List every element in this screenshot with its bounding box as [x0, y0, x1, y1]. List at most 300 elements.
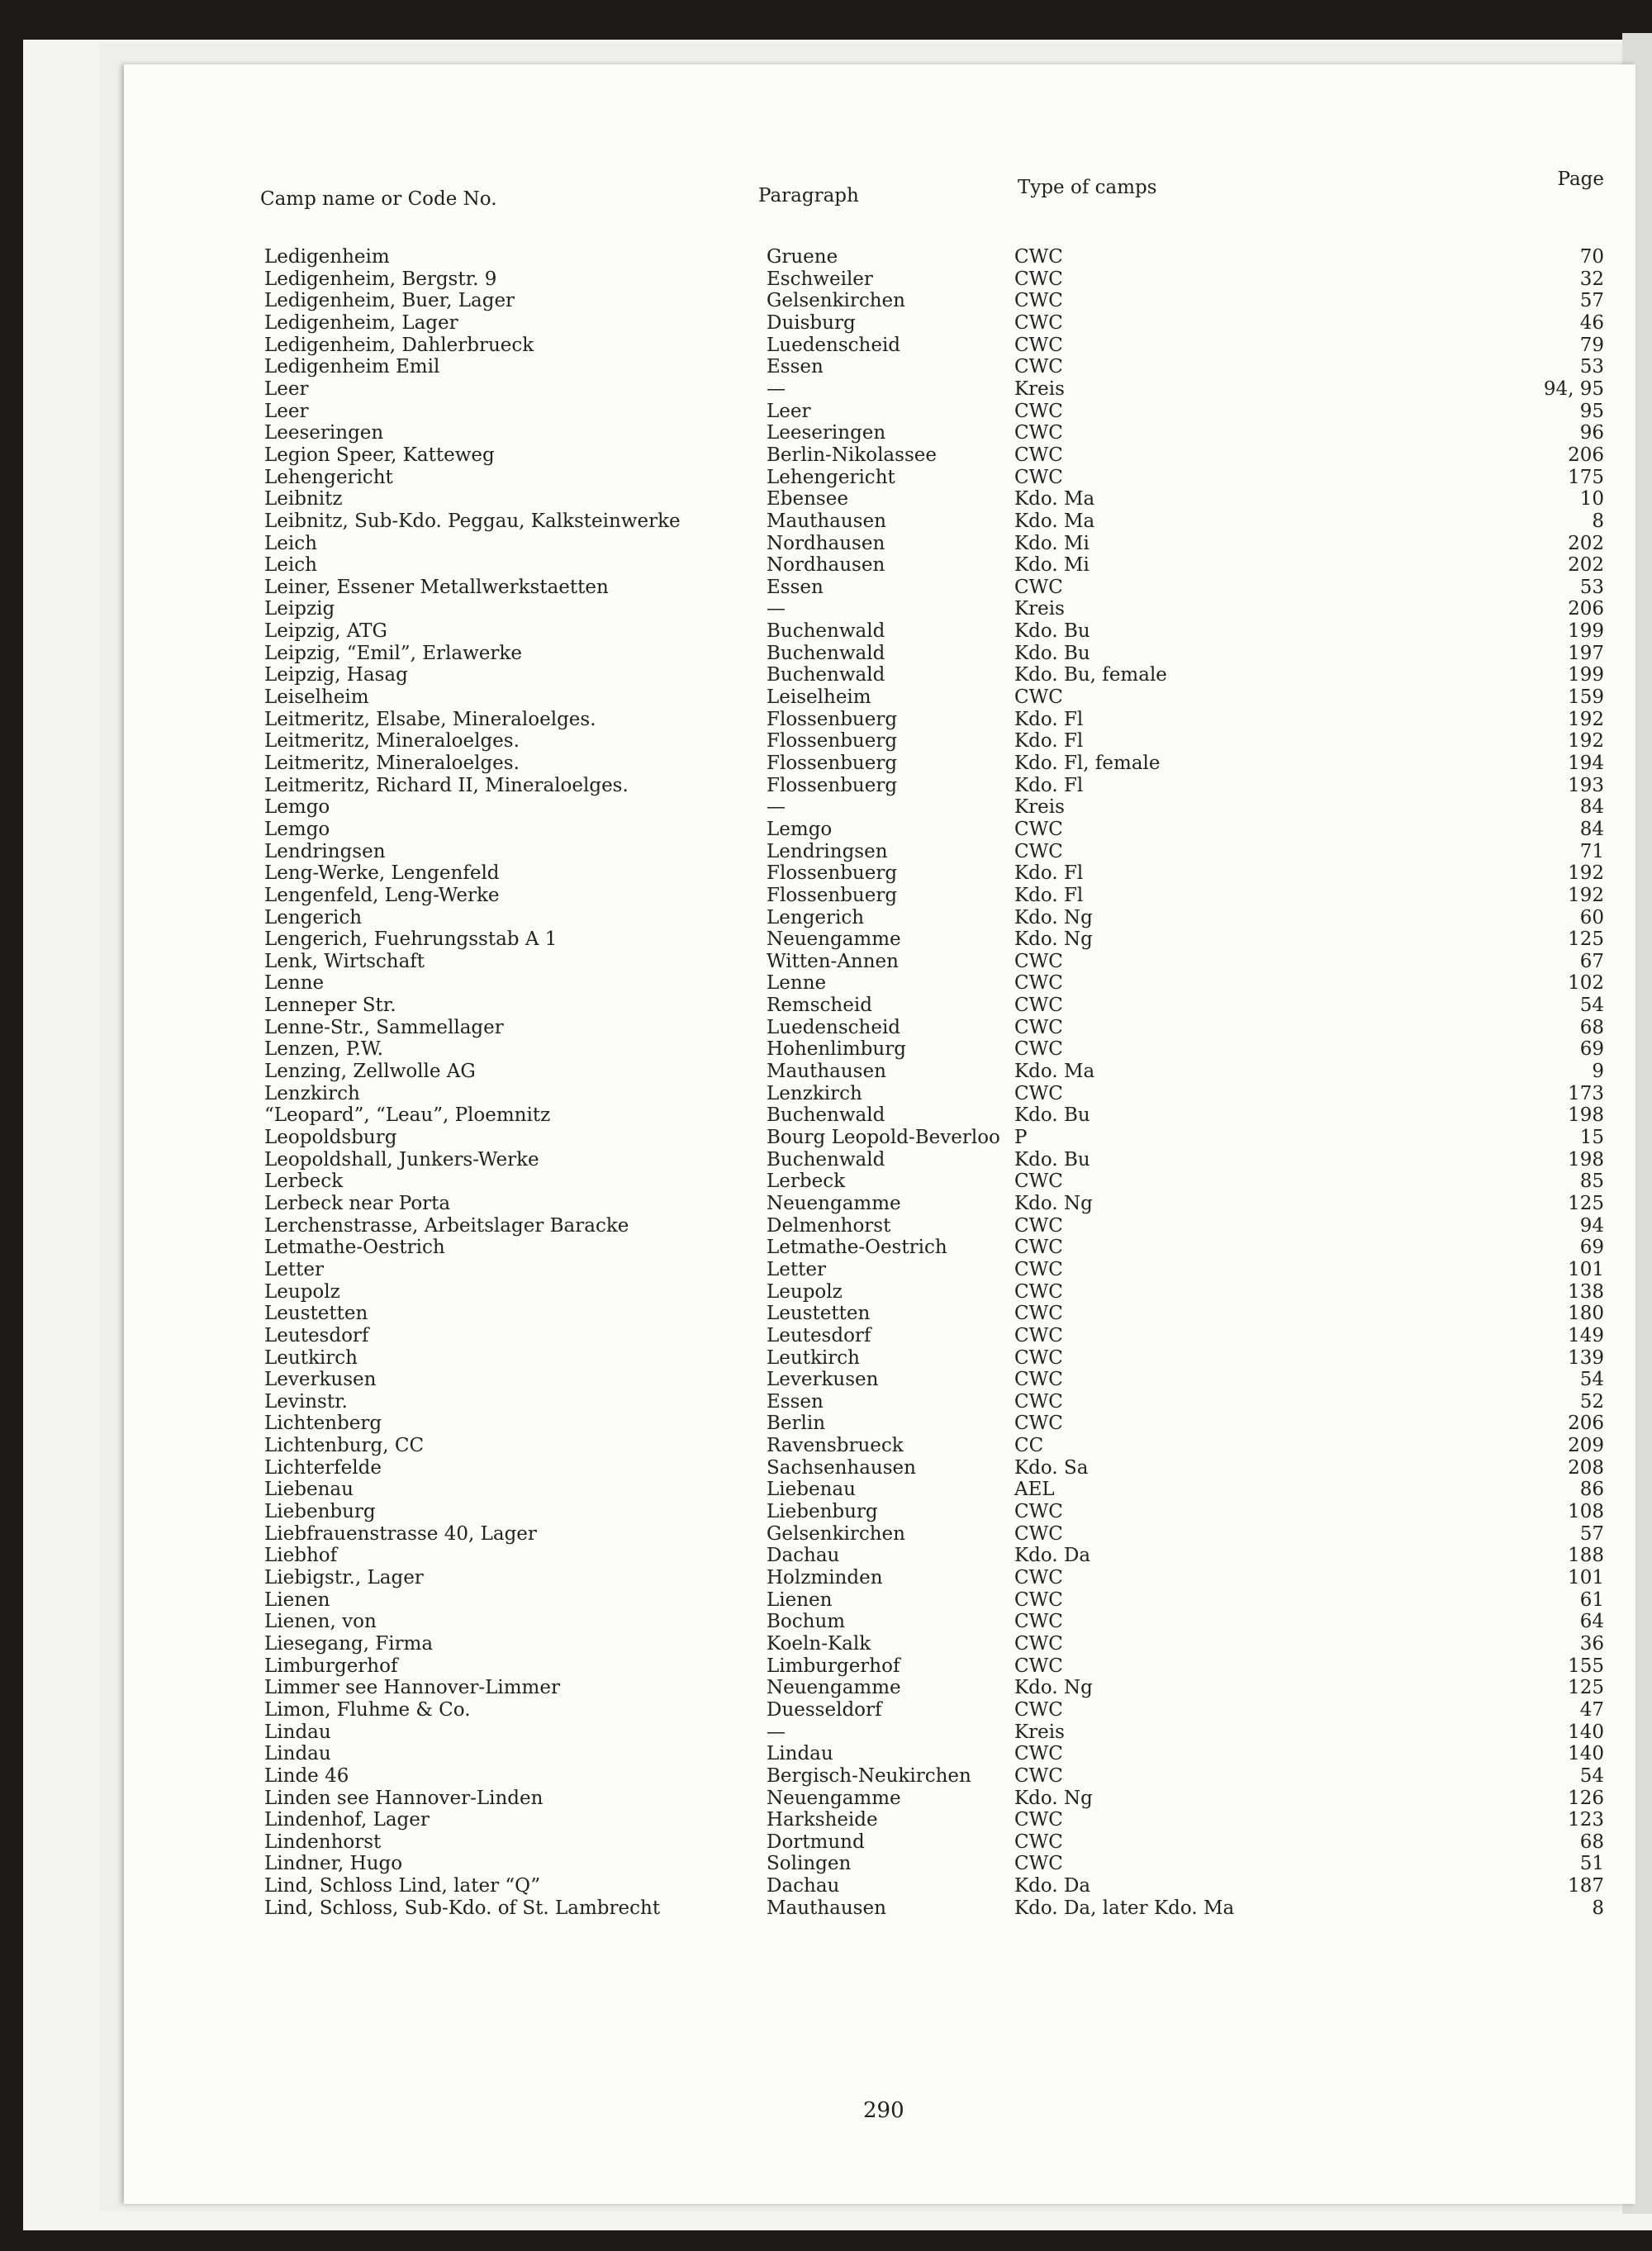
page-cell: 194	[1568, 752, 1604, 774]
page-cell: 54	[1579, 995, 1604, 1017]
type-cell: CWC	[1014, 1501, 1063, 1522]
type-cell: CWC	[1014, 1237, 1063, 1259]
camp-name-cell: Lendringsen	[264, 840, 386, 862]
page-cell: 149	[1568, 1324, 1604, 1346]
page-cell: 84	[1579, 796, 1604, 819]
table-row	[124, 928, 1635, 951]
paragraph-cell: Gelsenkirchen	[767, 290, 905, 312]
camp-name-cell: Lindenhorst	[264, 1831, 382, 1853]
page-cell: 101	[1568, 1258, 1604, 1280]
camp-name-cell: Linde 46	[264, 1764, 349, 1787]
type-cell: CWC	[1014, 1764, 1063, 1787]
type-cell: Kreis	[1014, 1721, 1065, 1743]
page-cell: 126	[1568, 1787, 1604, 1809]
page-cell: 54	[1579, 1764, 1604, 1787]
page-cell: 155	[1568, 1655, 1604, 1677]
paragraph-cell: Flossenbuerg	[767, 774, 898, 796]
camp-name-cell: Ledigenheim Emil	[264, 356, 440, 378]
table-row	[124, 907, 1635, 929]
type-cell: Kdo. Bu, female	[1014, 664, 1167, 686]
page-cell: 140	[1568, 1721, 1604, 1743]
page-cell: 159	[1568, 686, 1604, 708]
page-cell: 202	[1568, 554, 1604, 577]
camp-name-cell: Ledigenheim, Dahlerbrueck	[264, 334, 534, 356]
table-row	[124, 1788, 1635, 1810]
page-cell: 192	[1568, 884, 1604, 906]
camp-name-cell: Levinstr.	[264, 1390, 348, 1413]
page-cell: 71	[1579, 840, 1604, 862]
page-cell: 36	[1579, 1632, 1604, 1655]
page-cell: 47	[1579, 1698, 1604, 1721]
paragraph-cell: Bochum	[767, 1611, 846, 1633]
type-cell: CWC	[1014, 1567, 1063, 1589]
table-row	[124, 730, 1635, 753]
type-cell: CWC	[1014, 246, 1063, 268]
page-cell: 192	[1568, 708, 1604, 730]
camp-name-cell: Leverkusen	[264, 1369, 377, 1391]
table-row	[124, 1611, 1635, 1633]
table-row	[124, 1347, 1635, 1370]
type-cell: Kdo. Da	[1014, 1545, 1091, 1567]
camp-name-cell: Leitmeritz, Richard II, Mineraloelges.	[264, 774, 629, 796]
page-cell: 125	[1568, 928, 1604, 951]
camp-name-cell: Lengerich, Fuehrungsstab A 1	[264, 928, 558, 951]
camp-name-cell: Limmer see Hannover-Limmer	[264, 1677, 560, 1699]
page-cell: 101	[1568, 1567, 1604, 1589]
camp-name-cell: Leipzig, ATG	[264, 620, 387, 642]
table-row	[124, 1743, 1635, 1765]
page-cell: 209	[1568, 1435, 1604, 1457]
camp-name-cell: Lenzkirch	[264, 1082, 360, 1104]
table-row	[124, 268, 1635, 291]
type-cell: CWC	[1014, 1171, 1063, 1193]
camp-name-cell: Leipzig, “Emil”, Erlawerke	[264, 642, 522, 664]
paragraph-cell: Flossenbuerg	[767, 752, 898, 774]
paragraph-cell: Ravensbrueck	[767, 1435, 904, 1457]
paragraph-cell: Liebenau	[767, 1479, 856, 1501]
type-cell: Kdo. Mi	[1014, 554, 1089, 577]
page-cell: 206	[1568, 444, 1604, 466]
camp-name-cell: Leitmeritz, Elsabe, Mineraloelges.	[264, 708, 596, 730]
page-cell: 51	[1579, 1853, 1604, 1875]
table-row	[124, 1281, 1635, 1304]
table-row	[124, 1369, 1635, 1391]
page-cell: 202	[1568, 532, 1604, 554]
camp-name-cell: “Leopard”, “Leau”, Ploemnitz	[264, 1104, 551, 1127]
page-cell: 206	[1568, 598, 1604, 620]
paragraph-cell: Leiselheim	[767, 686, 871, 708]
paragraph-cell: Gruene	[767, 246, 838, 268]
type-cell: Kdo. Da, later Kdo. Ma	[1014, 1897, 1235, 1919]
page-cell: 125	[1568, 1193, 1604, 1214]
page-cell: 32	[1579, 268, 1604, 290]
header-camp-name: Camp name or Code No.	[260, 188, 497, 210]
type-cell: Kdo. Fl	[1014, 730, 1084, 753]
type-cell: Kdo. Fl	[1014, 862, 1084, 885]
page-cell: 53	[1579, 576, 1604, 598]
paragraph-cell: Buchenwald	[767, 620, 885, 642]
page-cell: 199	[1568, 664, 1604, 686]
paragraph-cell: Sachsenhausen	[767, 1456, 916, 1479]
page-cell: 193	[1568, 774, 1604, 796]
table-row	[124, 1633, 1635, 1655]
paragraph-cell: Dortmund	[767, 1831, 865, 1853]
paragraph-cell: Neuengamme	[767, 1193, 901, 1214]
page-cell: 180	[1568, 1303, 1604, 1325]
paragraph-cell: Hohenlimburg	[767, 1038, 906, 1061]
page-cell: 69	[1579, 1038, 1604, 1061]
page-cell: 85	[1579, 1171, 1604, 1193]
paragraph-cell: Witten-Annen	[767, 950, 899, 972]
page-cell: 15	[1579, 1127, 1604, 1148]
table-row	[124, 1721, 1635, 1744]
table-row	[124, 995, 1635, 1017]
table-row	[124, 598, 1635, 620]
page-cell: 187	[1568, 1875, 1604, 1897]
paragraph-cell: Mauthausen	[767, 1061, 886, 1082]
camp-name-cell: Lindau	[264, 1721, 331, 1743]
type-cell: Kdo. Ng	[1014, 906, 1093, 928]
page-cell: 46	[1579, 311, 1604, 334]
paragraph-cell: Buchenwald	[767, 1104, 885, 1127]
camp-name-cell: Ledigenheim, Bergstr. 9	[264, 268, 497, 290]
table-row	[124, 1809, 1635, 1831]
camp-name-cell: Legion Speer, Katteweg	[264, 444, 495, 466]
camp-name-cell: Leibnitz	[264, 488, 343, 511]
type-cell: CWC	[1014, 1214, 1063, 1237]
paragraph-cell: Essen	[767, 1390, 824, 1413]
paragraph-cell: Letter	[767, 1258, 826, 1280]
camp-name-cell: Leitmeritz, Mineraloelges.	[264, 752, 520, 774]
page-cell: 57	[1579, 1522, 1604, 1545]
paragraph-cell: Luedenscheid	[767, 1016, 901, 1038]
camp-name-cell: Lenne	[264, 972, 325, 995]
page-cell: 84	[1579, 818, 1604, 840]
type-cell: CWC	[1014, 422, 1063, 444]
page-cell: 96	[1579, 422, 1604, 444]
page-number: 290	[863, 2098, 904, 2123]
page-cell: 68	[1579, 1831, 1604, 1853]
paragraph-cell: Duisburg	[767, 311, 856, 334]
table-row	[124, 1061, 1635, 1083]
paragraph-cell: Lenne	[767, 972, 827, 995]
header-paragraph: Paragraph	[758, 185, 859, 207]
camp-name-cell: Lichtenberg	[264, 1413, 382, 1435]
type-cell: CWC	[1014, 1853, 1063, 1875]
page-cell: 86	[1579, 1479, 1604, 1501]
page-cell: 125	[1568, 1677, 1604, 1699]
paragraph-cell: Leeseringen	[767, 422, 886, 444]
table-row	[124, 1765, 1635, 1788]
paragraph-cell: Lehengericht	[767, 466, 895, 488]
paragraph-cell: Neuengamme	[767, 1787, 901, 1809]
table-row	[124, 972, 1635, 995]
camp-name-cell: Letter	[264, 1258, 324, 1280]
page-cell: 9	[1592, 1061, 1604, 1082]
table-row	[124, 1391, 1635, 1413]
type-cell: CWC	[1014, 840, 1063, 862]
type-cell: CWC	[1014, 466, 1063, 488]
camp-name-cell: Lind, Schloss, Sub-Kdo. of St. Lambrecht	[264, 1897, 661, 1919]
paragraph-cell: Lendringsen	[767, 840, 888, 862]
page-cell: 61	[1579, 1589, 1604, 1611]
page-cell: 95	[1579, 400, 1604, 422]
paragraph-cell: Neuengamme	[767, 928, 901, 951]
paragraph-cell: Lemgo	[767, 818, 833, 840]
paragraph-cell: —	[767, 378, 786, 400]
table-row	[124, 664, 1635, 686]
page-cell: 53	[1579, 356, 1604, 378]
type-cell: Kdo. Sa	[1014, 1456, 1089, 1479]
camp-name-cell: Letmathe-Oestrich	[264, 1237, 445, 1259]
paragraph-cell: Luedenscheid	[767, 334, 901, 356]
paragraph-cell: Buchenwald	[767, 664, 885, 686]
paragraph-cell: Neuengamme	[767, 1677, 901, 1699]
camp-name-cell: Limburgerhof	[264, 1655, 398, 1677]
camp-name-cell: Lindenhof, Lager	[264, 1809, 430, 1831]
paragraph-cell: Koeln-Kalk	[767, 1632, 871, 1655]
paragraph-cell: Leustetten	[767, 1303, 871, 1325]
page-cell: 57	[1579, 290, 1604, 312]
paragraph-cell: Buchenwald	[767, 1148, 885, 1171]
type-cell: CWC	[1014, 1082, 1063, 1104]
table-row	[124, 1149, 1635, 1171]
type-cell: Kdo. Fl, female	[1014, 752, 1161, 774]
type-cell: CWC	[1014, 444, 1063, 466]
page-cell: 69	[1579, 1237, 1604, 1259]
table-row	[124, 1457, 1635, 1479]
table-row	[124, 1193, 1635, 1215]
type-cell: Kdo. Ng	[1014, 928, 1093, 951]
type-cell: Kdo. Bu	[1014, 642, 1090, 664]
table-row	[124, 1171, 1635, 1193]
type-cell: CWC	[1014, 950, 1063, 972]
table-row	[124, 1567, 1635, 1589]
table-row	[124, 1435, 1635, 1457]
type-cell: CC	[1014, 1435, 1044, 1457]
paragraph-cell: Flossenbuerg	[767, 730, 898, 753]
table-row	[124, 885, 1635, 907]
paragraph-cell: Remscheid	[767, 995, 872, 1017]
paragraph-cell: Solingen	[767, 1853, 852, 1875]
type-cell: CWC	[1014, 1522, 1063, 1545]
camp-name-cell: Lenne-Str., Sammellager	[264, 1016, 504, 1038]
type-cell: CWC	[1014, 1038, 1063, 1061]
page-cell: 199	[1568, 620, 1604, 642]
page-cell: 138	[1568, 1280, 1604, 1303]
type-cell: CWC	[1014, 400, 1063, 422]
camp-name-cell: Leiselheim	[264, 686, 369, 708]
paragraph-cell: Leer	[767, 400, 811, 422]
page-cell: 54	[1579, 1369, 1604, 1391]
table-row	[124, 1677, 1635, 1699]
camp-name-cell: Leiner, Essener Metallwerkstaetten	[264, 576, 609, 598]
paragraph-cell: Berlin-Nikolassee	[767, 444, 937, 466]
table-row	[124, 1655, 1635, 1678]
table-row	[124, 1831, 1635, 1854]
camp-name-cell: Leng-Werke, Lengenfeld	[264, 862, 500, 885]
paragraph-cell: Lengerich	[767, 906, 865, 928]
paragraph-cell: Holzminden	[767, 1567, 883, 1589]
camp-name-cell: Liebhof	[264, 1545, 338, 1567]
table-row	[124, 577, 1635, 599]
paragraph-cell: Leverkusen	[767, 1369, 879, 1391]
camp-name-cell: Lerchenstrasse, Arbeitslager Baracke	[264, 1214, 629, 1237]
type-cell: AEL	[1014, 1479, 1055, 1501]
table-row	[124, 753, 1635, 775]
table-row	[124, 1875, 1635, 1897]
type-cell: CWC	[1014, 1346, 1063, 1369]
type-cell: CWC	[1014, 311, 1063, 334]
table-row	[124, 709, 1635, 731]
type-cell: Kreis	[1014, 796, 1065, 819]
table-row	[124, 554, 1635, 577]
type-cell: CWC	[1014, 1743, 1063, 1765]
paragraph-cell: Flossenbuerg	[767, 862, 898, 885]
paragraph-cell: Duesseldorf	[767, 1698, 882, 1721]
table-row	[124, 444, 1635, 467]
camp-name-cell: Liebenau	[264, 1479, 354, 1501]
camp-name-cell: Leich	[264, 554, 317, 577]
paragraph-cell: Dachau	[767, 1545, 840, 1567]
paragraph-cell: —	[767, 796, 786, 819]
paragraph-cell: Nordhausen	[767, 554, 885, 577]
camp-name-cell: Ledigenheim	[264, 246, 390, 268]
type-cell: Kdo. Da	[1014, 1875, 1091, 1897]
page-cell: 208	[1568, 1456, 1604, 1479]
camp-name-cell: Leupolz	[264, 1280, 340, 1303]
camp-name-cell: Ledigenheim, Buer, Lager	[264, 290, 515, 312]
page-cell: 10	[1579, 488, 1604, 511]
type-cell: Kreis	[1014, 598, 1065, 620]
type-cell: CWC	[1014, 1303, 1063, 1325]
camp-name-cell: Lenk, Wirtschaft	[264, 950, 425, 972]
paragraph-cell: Buchenwald	[767, 642, 885, 664]
page-cell: 52	[1579, 1390, 1604, 1413]
camp-name-cell: Liebigstr., Lager	[264, 1567, 424, 1589]
camp-name-cell: Leitmeritz, Mineraloelges.	[264, 730, 520, 753]
table-row	[124, 488, 1635, 511]
document-page	[124, 64, 1635, 2204]
table-row	[124, 1479, 1635, 1501]
page-cell: 70	[1579, 246, 1604, 268]
page-cell: 188	[1568, 1545, 1604, 1567]
table-row	[124, 1303, 1635, 1325]
type-cell: Kdo. Mi	[1014, 532, 1089, 554]
paragraph-cell: Flossenbuerg	[767, 884, 898, 906]
camp-name-cell: Lerbeck near Porta	[264, 1193, 451, 1214]
camp-name-cell: Lichterfelde	[264, 1456, 382, 1479]
camp-name-cell: Lind, Schloss Lind, later “Q”	[264, 1875, 541, 1897]
paragraph-cell: Lenzkirch	[767, 1082, 862, 1104]
type-cell: CWC	[1014, 1369, 1063, 1391]
type-cell: CWC	[1014, 1280, 1063, 1303]
paragraph-cell: Mauthausen	[767, 510, 886, 532]
camp-name-cell: Lehengericht	[264, 466, 393, 488]
type-cell: CWC	[1014, 356, 1063, 378]
paragraph-cell: Mauthausen	[767, 1897, 886, 1919]
page-cell: 108	[1568, 1501, 1604, 1522]
type-cell: CWC	[1014, 1324, 1063, 1346]
type-cell: Kdo. Bu	[1014, 1148, 1090, 1171]
camp-name-cell: Leutkirch	[264, 1346, 358, 1369]
table-row	[124, 620, 1635, 643]
camp-name-cell: Leer	[264, 378, 309, 400]
table-row	[124, 422, 1635, 444]
table-row	[124, 401, 1635, 423]
camp-name-cell: Leopoldshall, Junkers-Werke	[264, 1148, 539, 1171]
camp-name-cell: Linden see Hannover-Linden	[264, 1787, 544, 1809]
paragraph-cell: Lerbeck	[767, 1171, 846, 1193]
camp-name-cell: Lerbeck	[264, 1171, 344, 1193]
table-row	[124, 1237, 1635, 1259]
camp-name-cell: Lengerich	[264, 906, 363, 928]
header-page: Page	[1557, 169, 1604, 190]
paragraph-cell: Essen	[767, 576, 824, 598]
type-cell: Kdo. Ma	[1014, 510, 1095, 532]
type-cell: CWC	[1014, 686, 1063, 708]
camp-name-cell: Limon, Fluhme & Co.	[264, 1698, 471, 1721]
camp-name-cell: Lemgo	[264, 796, 330, 819]
camp-name-cell: Liebfrauenstrasse 40, Lager	[264, 1522, 537, 1545]
type-cell: Kdo. Ng	[1014, 1787, 1093, 1809]
camp-name-cell: Lindau	[264, 1743, 331, 1765]
type-cell: CWC	[1014, 995, 1063, 1017]
page-cell: 140	[1568, 1743, 1604, 1765]
table-row	[124, 1589, 1635, 1612]
type-cell: Kdo. Ma	[1014, 488, 1095, 511]
page-cell: 139	[1568, 1346, 1604, 1369]
camp-name-cell: Lenzing, Zellwolle AG	[264, 1061, 476, 1082]
page-cell: 67	[1579, 950, 1604, 972]
type-cell: CWC	[1014, 818, 1063, 840]
paragraph-cell: Ebensee	[767, 488, 848, 511]
table-row	[124, 1104, 1635, 1127]
table-row	[124, 1215, 1635, 1237]
table-row	[124, 1897, 1635, 1920]
type-cell: CWC	[1014, 1589, 1063, 1611]
paragraph-cell: Liebenburg	[767, 1501, 878, 1522]
camp-name-cell: Lemgo	[264, 818, 330, 840]
paragraph-cell: Leutkirch	[767, 1346, 860, 1369]
page-cell: 102	[1568, 972, 1604, 995]
camp-name-cell: Leipzig	[264, 598, 335, 620]
type-cell: CWC	[1014, 268, 1063, 290]
camp-name-cell: Lengenfeld, Leng-Werke	[264, 884, 500, 906]
page-cell: 206	[1568, 1413, 1604, 1435]
paragraph-cell: Flossenbuerg	[767, 708, 898, 730]
camp-name-cell: Ledigenheim, Lager	[264, 311, 458, 334]
camp-name-cell: Lenzen, P.W.	[264, 1038, 383, 1061]
type-cell: CWC	[1014, 576, 1063, 598]
page-cell: 64	[1579, 1611, 1604, 1633]
page-cell: 68	[1579, 1016, 1604, 1038]
camp-name-cell: Leer	[264, 400, 309, 422]
page-cell: 94	[1579, 1214, 1604, 1237]
table-row	[124, 312, 1635, 335]
table-row	[124, 643, 1635, 665]
table-row	[124, 511, 1635, 533]
header-type: Type of camps	[1018, 177, 1157, 198]
table-row	[124, 467, 1635, 489]
table-row	[124, 335, 1635, 357]
table-row	[124, 1325, 1635, 1347]
type-cell: CWC	[1014, 1390, 1063, 1413]
table-row	[124, 356, 1635, 378]
page-cell: 173	[1568, 1082, 1604, 1104]
type-cell: CWC	[1014, 1016, 1063, 1038]
paragraph-cell: Essen	[767, 356, 824, 378]
